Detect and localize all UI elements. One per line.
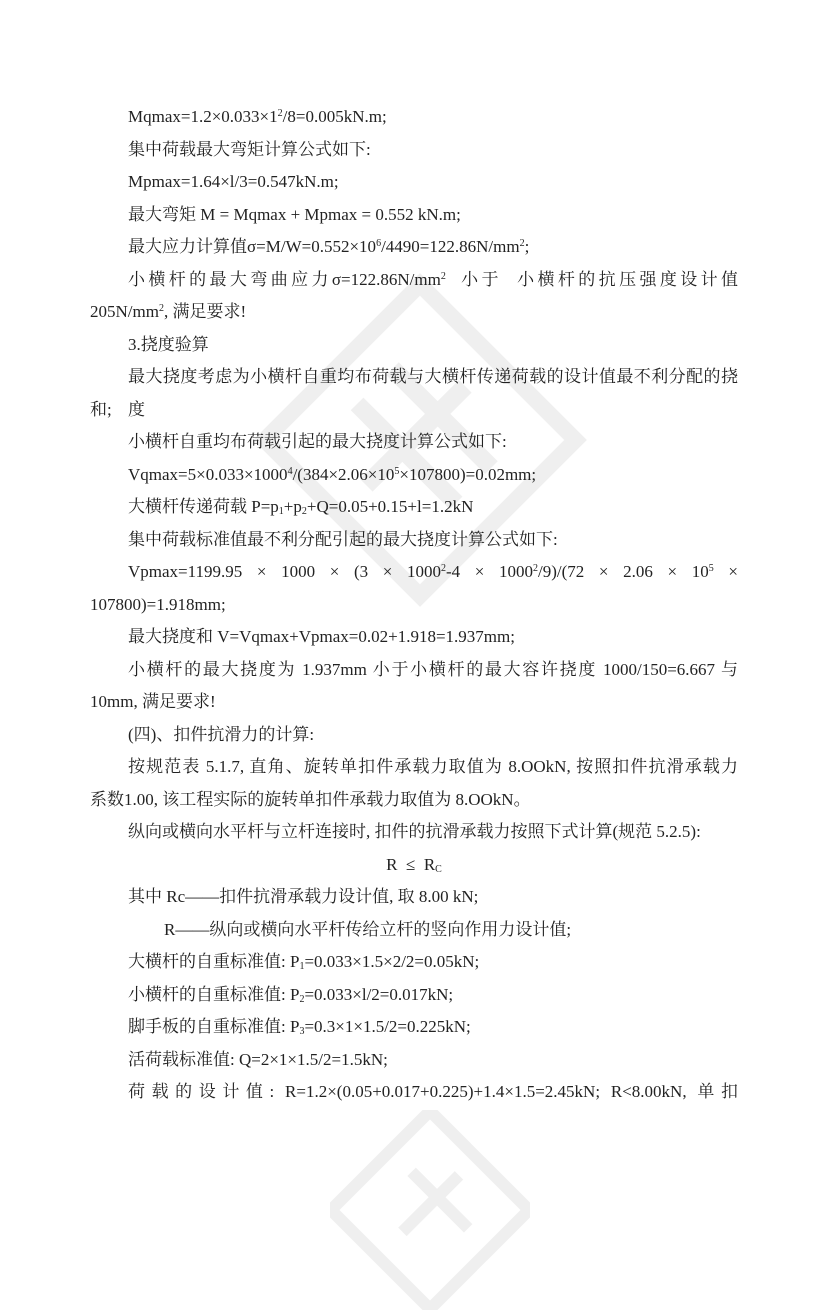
formula-max-stress: 最大应力计算值$\sigma=M/W=0.552\times 10^6/4490=122.86N/mm^2$; — [128, 237, 530, 256]
formula-r-design: 荷载的设计值: R=1.2×(0.05+0.017+0.225)+1.4×1.5=2.45kN; R<8.00kN, 单扣 — [128, 1082, 738, 1101]
text-line: 小横杆自重均布荷载引起的最大挠度计算公式如下: — [128, 432, 507, 451]
formula-vqmax: $Vqmax=5\times 0.033\times 1000^4/(384\times 2.06\times 10^5\times 107800)=0.02mm$; — [128, 464, 537, 484]
formula-p3: 脚手板的自重标准值: $P_3=0.3\times 1\times 1.5/2=0.225kN$; — [128, 1017, 471, 1037]
formula-total-deflection: 最大挠度和 V=Vqmax+Vpmax=0.02+1.918=1.937mm; — [128, 627, 515, 646]
diamond-logo-watermark-icon — [330, 1110, 530, 1310]
text-line: 其中 Rc——扣件抗滑承载力设计值, 取 8.00 kN; — [128, 887, 479, 906]
text-stress-check: 小横杆的最大弯曲应力$\sigma=122.86N/mm^2$ 小于 小横杆的抗压强度设计值 — [128, 269, 738, 289]
formula-vpmax-cont: 107800)=1.918mm; — [90, 594, 226, 614]
formula-mqmax: $Mqmax=1.2\times 0.033\times 1^2/8=0.005kN.m$; — [128, 107, 387, 126]
text-line: R——纵向或横向水平杆传给立杆的竖向作用力设计值; — [164, 919, 572, 939]
text-line: 和; — [90, 399, 112, 419]
formula-p1: 大横杆的自重标准值: $P_1=0.033\times 1.5\times 2/2=0.05kN$; — [128, 952, 480, 972]
text-line: 纵向或横向水平杆与立杆连接时, 扣件的抗滑承载力按照下式计算(规范 5.2.5): — [128, 822, 701, 841]
section-heading-deflection: 3.挠度验算 — [128, 334, 209, 354]
formula-transfer-load: 大横杆传递荷载 $P=p_1+p_2+Q=0.05+0.15+l=1.2kN$ — [128, 497, 474, 517]
formula-max-moment: 最大弯矩 M = Mqmax + Mpmax = 0.552 kN.m; — [128, 204, 461, 224]
text-deflection-check-cont: 10mm, 满足要求! — [90, 692, 216, 711]
text-line: 系数1.00, 该工程实际的旋转单扣件承载力取值为 8.OOkN。 — [90, 789, 531, 809]
document-page — [90, 101, 738, 1109]
text-deflection-check: 小横杆的最大挠度为 1.937mm 小于小横杆的最大容许挠度 1000/150=6.667 与 — [128, 659, 738, 679]
formula-p2: 小横杆的自重标准值: $P_2=0.033\times l/2=0.017kN$; — [128, 984, 454, 1005]
section-heading-fastener: (四)、扣件抗滑力的计算: — [128, 724, 315, 744]
text-stress-check-cont: $205N/mm^2$, 满足要求! — [90, 302, 247, 321]
text-line: 最大挠度考虑为小横杆自重均布荷载与大横杆传递荷载的设计值最不利分配的挠度 — [128, 367, 738, 419]
text-line: 集中荷载最大弯矩计算公式如下: — [128, 139, 371, 159]
formula-mpmax: Mpmax=1.64×l/3=0.547kN.m; — [128, 172, 339, 191]
text-line: 按规范表 5.1.7, 直角、旋转单扣件承载力取值为 8.OOkN, 按照扣件抗滑承载力 — [128, 757, 738, 776]
formula-vpmax: $Vpmax=1199.95 \times 1000 \times (3 \times 1000^2-4 \times 1000^2/9)/(72 \times 2.06 \times 10^5$ × — [128, 562, 739, 581]
formula-r-le-rc: $R \le R_C$ — [386, 854, 442, 875]
formula-q: 活荷载标准值: Q=2×1×1.5/2=1.5kN; — [128, 1049, 388, 1069]
text-line: 集中荷载标准值最不利分配引起的最大挠度计算公式如下: — [128, 529, 558, 549]
